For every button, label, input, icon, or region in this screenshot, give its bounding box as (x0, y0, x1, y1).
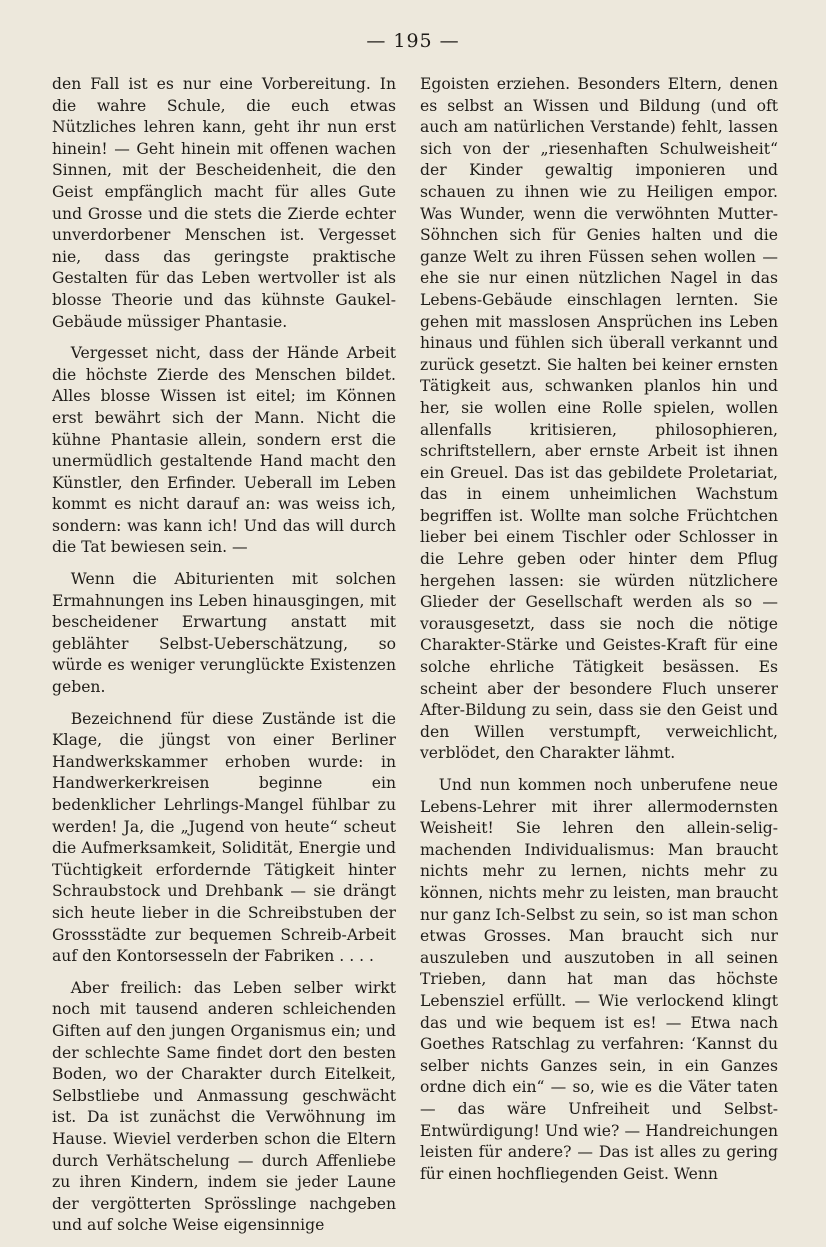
paragraph: den Fall ist es nur eine Vorbereitung. In die wahre Schule, die euch etwas Nützliches lehren kann, geht ihr nun erst hinein! — Geht hinein mit offenen wachen Sinnen, mit der Bescheidenheit, die den Geist empfänglich macht für alles Gute und Grosse und die stets die Zierde echter unverdorbener Menschen ist. Vergesset nie, dass das geringste praktische Gestalten für das Leben wertvoller ist als blosse Theorie und das kühnste Gaukel-Gebäude müssiger Phantasie. (52, 75, 396, 331)
paragraph: Bezeichnend für diese Zustände ist die Klage, die jüngst von einer Berliner Handwerkskammer erhoben wurde: in Handwerkerkreisen beginne ein bedenklicher Lehrlings-Mangel fühlbar zu werden! Ja, die „Jugend von heute“ scheut die Aufmerksamkeit, Solidität, Energie und Tüchtigkeit erfordernde Tätigkeit hinter Schraubstock und Drehbank — sie drängt sich heute lieber in die Schreibstuben der Grossstädte zur bequemen Schreib-Arbeit auf den Kontorsesseln der Fabriken . . . . (52, 709, 396, 966)
right-column (420, 74, 778, 1195)
paragraph: Egoisten erziehen. Besonders Eltern, denen es selbst an Wissen und Bildung (und oft auch am natürlichen Verstande) fehlt, lassen sich von der „riesenhaften Schulweisheit“ der Kinder gewaltig imponieren und schauen zu ihnen wie zu Heiligen empor. Was Wunder, wenn die verwöhnten Mutter-Söhnchen sich für Genies halten und die ganze Welt zu ihren Füssen sehen wollen — ehe sie nur einen nützlichen Nagel in das Lebens-Gebäude einschlagen lernten. Sie gehen mit masslosen Ansprüchen ins Leben hinaus und fühlen sich überall verkannt und zurück gesetzt. Sie halten bei keiner ernsten Tätigkeit aus, schwanken planlos hin und her, sie wollen eine Rolle spielen, wollen allenfalls kritisieren, philosophieren, schriftstellern, aber ernste Arbeit ist ihnen ein Greuel. Das ist das gebildete Proletariat, das in einem unheimlichen Wachstum begriffen ist. Wollte man solche Früchtchen lieber bei einem Tischler oder Schlosser in die Lehre geben oder hinter dem Pflug hergehen lassen: sie würden nützlichere Glieder der Gesellschaft werden als so — vorausgesetzt, dass sie noch die nötige Charakter-Stärke und Geistes-Kraft für eine solche ehrliche Tätigkeit besässen. Es scheint aber der besondere Fluch unserer After-Bildung zu sein, dass sie den Geist und den Willen verstumpft, verweichlicht, verblödet, den Charakter lähmt. (420, 75, 778, 763)
left-column (52, 74, 396, 1247)
paragraph: Aber freilich: das Leben selber wirkt noch mit tausend anderen schleichenden Giften auf den jungen Organismus ein; und der schlechte Same findet dort den besten Boden, wo der Charakter durch Eitelkeit, Selbstliebe und Anmassung geschwächt ist. Da ist zunächst die Verwöhnung im Hause. Wieviel verderben schon die Eltern durch Verhätschelung — durch Affenliebe zu ihren Kindern, indem sie jeder Laune der vergötterten Sprösslinge nachgeben und auf solche Weise eigensinnige (52, 978, 396, 1235)
paragraph: Vergesset nicht, dass der Hände Arbeit die höchste Zierde des Menschen bildet. Alles blosse Wissen ist eitel; im Können erst bewährt sich der Mann. Nicht die kühne Phantasie allein, sondern erst die unermüdlich gestaltende Hand macht den Künstler, den Erfinder. Ueberall im Leben kommt es nicht darauf an: was weiss ich, sondern: was kann ich! Und das will durch die Tat bewiesen sein. — (52, 344, 396, 557)
paragraph: Und nun kommen noch unberufene neue Lebens-Lehrer mit ihrer allermodernsten Weisheit! Sie lehren den allein-selig-machenden Individualismus: Man braucht nichts mehr zu lernen, nichts mehr zu können, nichts mehr zu leisten, man braucht nur ganz Ich-Selbst zu sein, so ist man schon etwas Grosses. Man braucht sich nur auszuleben und auszutoben in all seinen Trieben, dann hat man das höchste Lebensziel erfüllt. — Wie verlockend klingt das und wie bequem ist es! — Etwa nach Goethes Ratschlag zu verfahren: ‘Kannst du selber nichts Ganzes sein, in ein Ganzes ordne dich ein“ — so, wie es die Väter taten — das wäre Unfreiheit und Selbst-Entwürdigung! Und wie? — Handreichungen leisten für andere? — Das ist alles zu gering für einen hochfliegenden Geist. Wenn (420, 776, 778, 1183)
paragraph: Wenn die Abiturienten mit solchen Ermahnungen ins Leben hinausgingen, mit bescheidener Erwartung anstatt mit geblähter Selbst-Ueberschätzung, so würde es weniger verunglückte Existenzen geben. (52, 570, 396, 697)
page-number: — 195 — (366, 30, 460, 52)
